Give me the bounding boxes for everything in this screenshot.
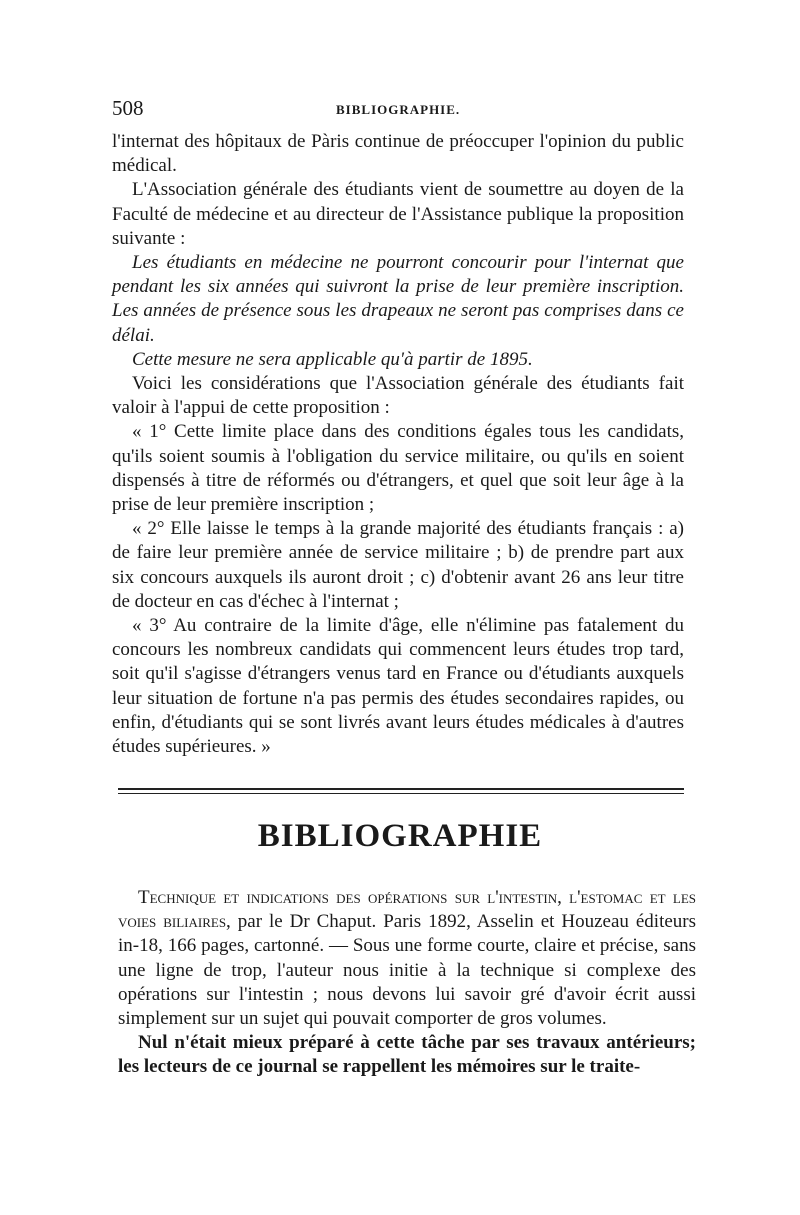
page-number: 508 <box>112 96 144 120</box>
running-title: BIBLIOGRAPHIE. <box>336 102 461 117</box>
body-text <box>112 130 684 759</box>
divider-thin-line <box>118 793 684 794</box>
review-book-title: Technique et indications des opérations sur l'intestin, l'estomac et les voies biliaires, <box>118 887 696 933</box>
page-header <box>112 96 680 122</box>
paragraph-considerations: Voici les considérations que l'Association générale des étudiants fait valoir à l'appui de cette proposition : <box>112 373 684 419</box>
review-paragraph-1 <box>118 886 696 1031</box>
section-heading: BIBLIOGRAPHIE <box>257 818 543 854</box>
paragraph-point-1: « 1° Cette limite place dans des conditions égales tous les candidats, qu'ils soient soumis à l'obligation du service militaire, ou qu'ils en soient dispensés à titre de réformés ou d'étrangers, et quel que soit leur âge à la prise de leur première inscription ; <box>112 421 684 516</box>
paragraph-point-2: « 2° Elle laisse le temps à la grande majorité des étudiants français : a) de faire leur première année de service militaire ; b) de prendre part aux six concours auxquels ils auront droit ; c) d'obtenir avant 26 ans leur titre de docteur en cas d'échec à l'internat ; <box>112 518 684 612</box>
paragraph-mesure: Cette mesure ne sera applicable qu'à partir de 1895. <box>132 348 533 370</box>
paragraph-proposition: Les étudiants en médecine ne pourront concourir pour l'internat que pendant les six années qui suivront la prise de leur première inscription. Les années de présence sous les drapeaux ne seront pas comprises dans ce délai. <box>112 252 684 346</box>
book-review <box>118 886 696 1080</box>
paragraph-point-3: « 3° Au contraire de la limite d'âge, elle n'élimine pas fatalement du concours les nombreux candidats qui commencent leurs études trop tard, soit qu'il s'agisse d'étrangers venus tard en France ou d'étudiants auxquels leur situation de fortune n'a pas permis des études secondaires rapides, ou enfin, d'étudiants qui se sont livrés avant leurs études médicales à d'autres études supérieures. » <box>112 615 684 758</box>
paragraph-association: L'Association générale des étudiants vient de soumettre au doyen de la Faculté de médecine et au directeur de l'Assistance publique la proposition suivante : <box>112 179 684 249</box>
review-paragraph-2: Nul n'était mieux préparé à cette tâche par ses travaux antérieurs; les lecteurs de ce journal se rappellent les mémoires sur le traite- <box>118 1032 696 1078</box>
section-divider <box>118 788 684 794</box>
divider-thick-line <box>118 788 684 790</box>
review-details: par le Dr Chaput. Paris 1892, Asselin et Houzeau éditeurs in-18, 166 pages, cartonné. — Sous une forme courte, claire et précise, sans une ligne de trop, l'auteur nous initie à la technique si complexe des opérations sur l'intestin ; nous devons lui savoir gré d'avoir écrit aussi simplement sur un sujet qui pouvait comporter de gros volumes. <box>118 911 697 1030</box>
paragraph-internat: l'internat des hôpitaux de Pàris continue de préoccuper l'opinion du public médical. <box>112 131 684 177</box>
